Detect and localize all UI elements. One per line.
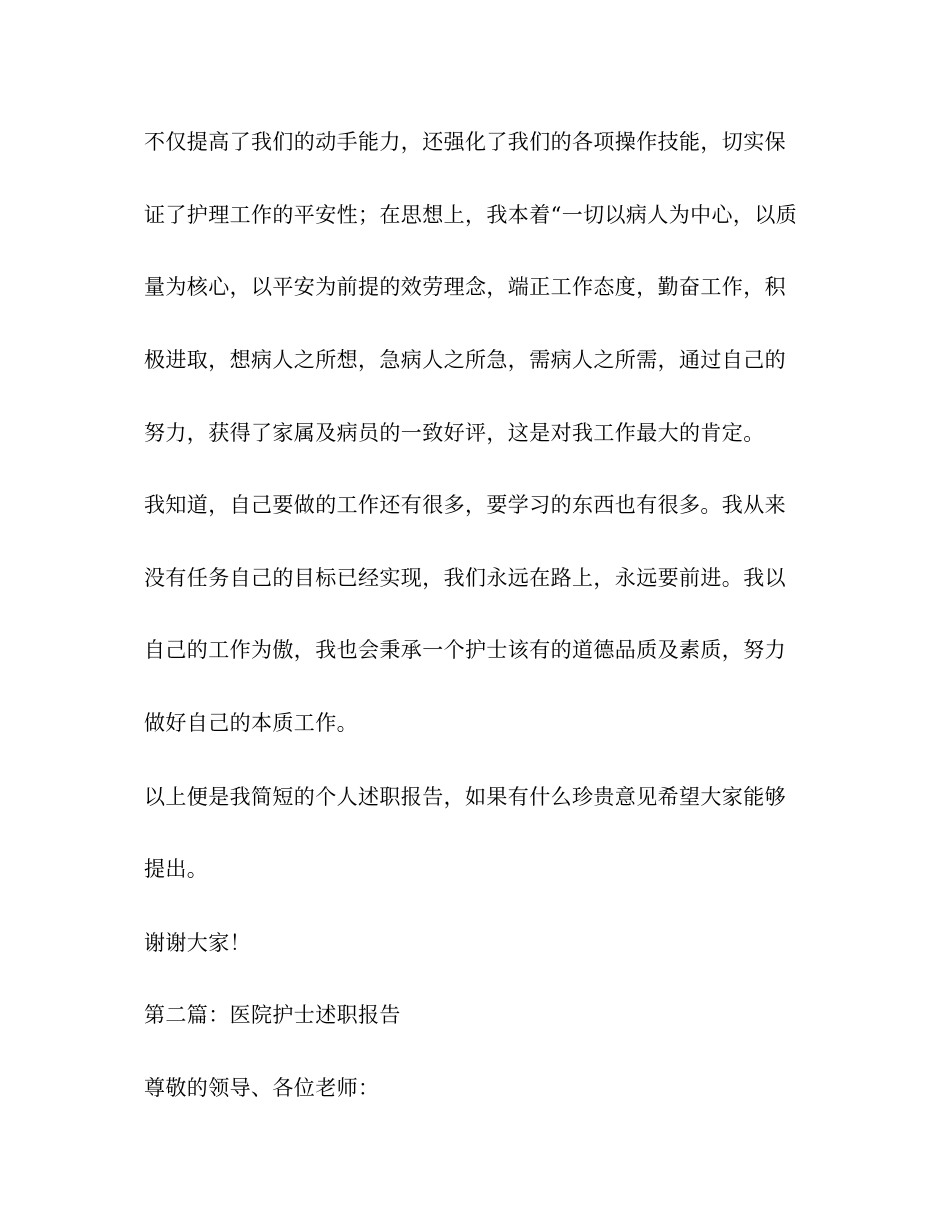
section-heading: 第二篇：医院护士述职报告	[144, 1003, 401, 1027]
text-line-11: 提出。	[144, 857, 209, 881]
text-line-5: 努力，获得了家属及病员的一致好评，这是对我工作最大的肯定。	[144, 421, 765, 445]
salutation: 尊敬的领导、各位老师：	[144, 1076, 380, 1100]
text-line-7: 没有任务自己的目标已经实现，我们永远在路上，永远要前进。我以	[144, 566, 786, 590]
text-line-8: 自己的工作为傲，我也会秉承一个护士该有的道德品质及素质，努力	[144, 638, 786, 662]
text-line-10: 以上便是我简短的个人述职报告，如果有什么珍贵意见希望大家能够	[144, 785, 786, 809]
text-line-4: 极进取，想病人之所想，急病人之所急，需病人之所需，通过自己的	[144, 348, 786, 372]
text-line-3: 量为核心，以平安为前提的效劳理念，端正工作态度，勤奋工作，积	[144, 275, 786, 299]
text-line-6: 我知道，自己要做的工作还有很多，要学习的东西也有很多。我从来	[144, 493, 786, 517]
text-line-1: 不仅提高了我们的动手能力，还强化了我们的各项操作技能，切实保	[144, 130, 786, 154]
closing-thanks: 谢谢大家！	[144, 931, 251, 955]
text-line-9: 做好自己的本质工作。	[144, 711, 358, 735]
text-line-2: 证了护理工作的平安性；在思想上，我本着“一切以病人为中心，以质	[144, 203, 798, 227]
